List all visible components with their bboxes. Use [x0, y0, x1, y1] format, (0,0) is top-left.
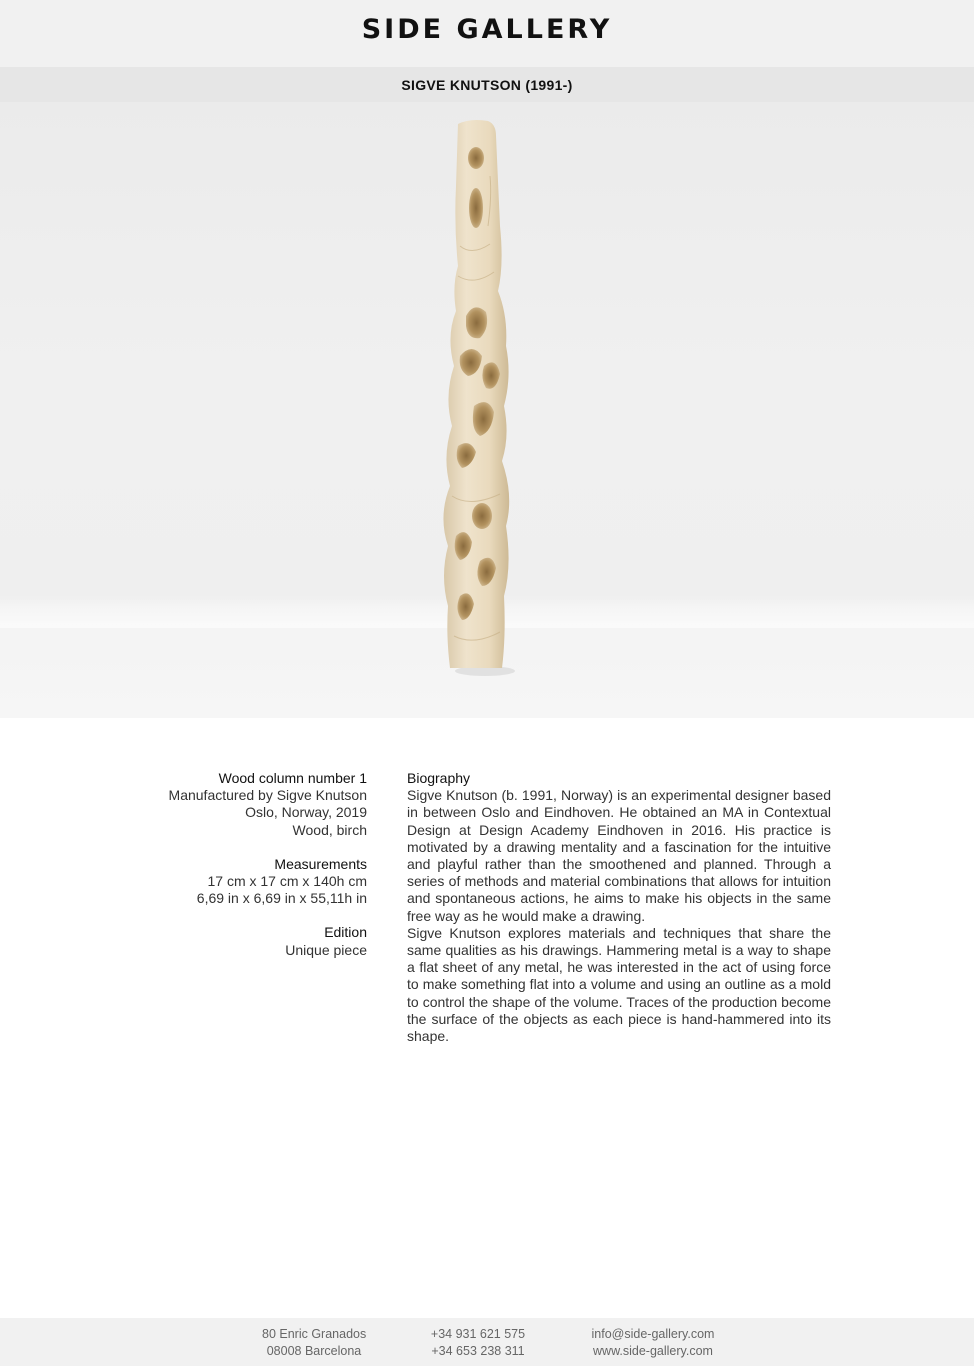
address-line: 80 Enric Granados [262, 1327, 367, 1341]
header [0, 0, 974, 67]
gallery-logo: SIDE GALLERY [361, 14, 613, 45]
edition-block [107, 924, 367, 958]
footer-web [590, 1326, 716, 1360]
measurements-heading: Measurements [274, 855, 367, 872]
artwork-photo [0, 102, 974, 718]
artwork-title: Wood column number 1 [218, 770, 367, 786]
footer [0, 1318, 974, 1366]
artist-bar [0, 67, 974, 102]
phone-number[interactable]: +34 653 238 311 [431, 1344, 525, 1358]
measurement-line: 17 cm x 17 cm x 140h cm [207, 873, 367, 890]
artwork-details [107, 770, 367, 976]
edition-value: Unique piece [285, 941, 367, 958]
biography [407, 770, 831, 1045]
measurement-line: 6,69 in x 6,69 in x 55,11h in [196, 890, 367, 907]
phone-number[interactable]: +34 931 621 575 [430, 1327, 526, 1341]
website-link[interactable]: www.side-gallery.com [593, 1344, 713, 1358]
detail-line: Manufactured by Sigve Knutson [168, 787, 367, 804]
biography-paragraph: Sigve Knutson explores materials and techniques that share the same qualities as his drawings. Hammering metal is a way to shape a flat sheet of any metal, he was interested in the act of using force to make something flat into a volume and using an outline as a mold to control the shape of the volume. Traces of the production become the surface of the objects as each piece is hand-hammered into its shape. [407, 924, 831, 1045]
address-line: 08008 Barcelona [266, 1344, 362, 1358]
wood-column-sculpture [430, 116, 540, 676]
artwork-info [107, 770, 367, 839]
biography-paragraph: Sigve Knutson (b. 1991, Norway) is an experimental designer based in between Oslo and Eindhoven. He obtained an MA in Contextual Design at Design Academy Eindhoven in 2016. His practice is motivated by a drawing mentality and a fascination for the intuitive and playful rather than the smoothened and planned. Through a series of methods and material combinations that allows for intuition and spontaneous actions, he aims to make his objects in the same free way as he would make a drawing. [407, 787, 831, 924]
footer-address [262, 1326, 366, 1360]
edition-heading: Edition [324, 924, 367, 941]
detail-line: Oslo, Norway, 2019 [245, 804, 367, 821]
biography-heading: Biography [407, 770, 471, 786]
email-link[interactable]: info@side-gallery.com [591, 1327, 715, 1341]
footer-phones [428, 1326, 528, 1360]
detail-line: Wood, birch [292, 821, 367, 838]
artist-title: SIGVE KNUTSON (1991-) [401, 77, 573, 93]
measurements-block [107, 856, 367, 908]
